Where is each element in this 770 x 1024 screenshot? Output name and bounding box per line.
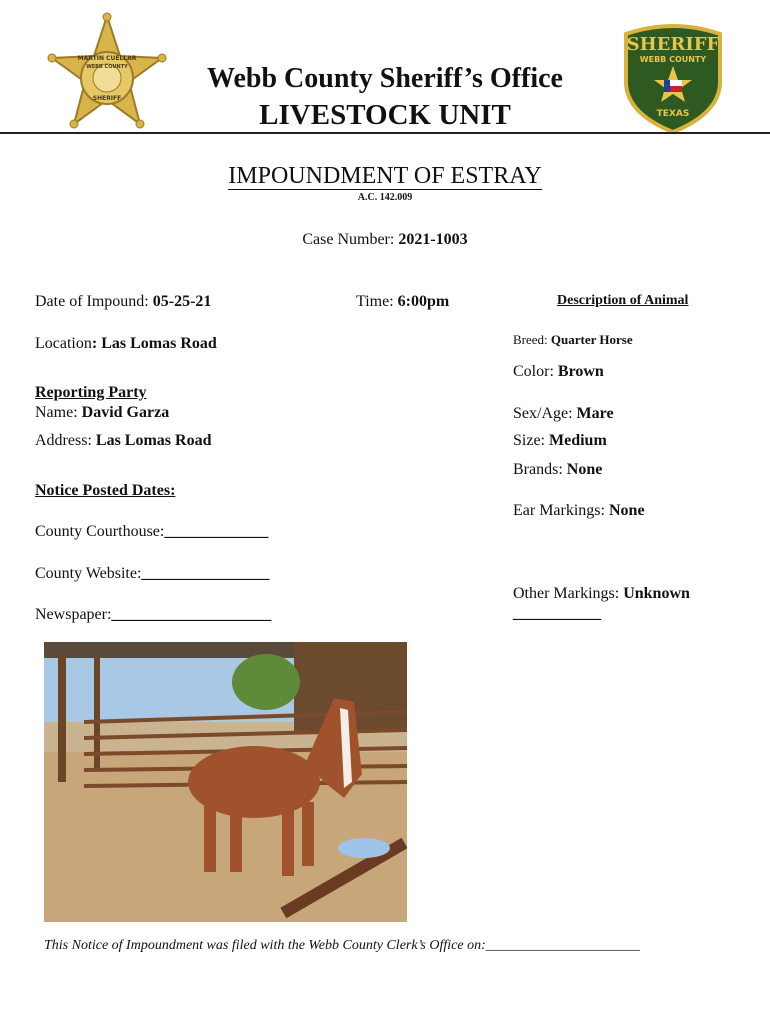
time-label: Time:: [356, 293, 398, 310]
website-label: County Website:: [35, 565, 142, 582]
animal-size: [513, 431, 607, 451]
courthouse-label: County Courthouse:: [35, 523, 165, 540]
animal-breed: [513, 331, 633, 348]
location-label: Location: [35, 335, 92, 352]
reporting-party-address: [35, 431, 211, 451]
date-label: Date of Impound:: [35, 293, 153, 310]
notice-heading: Notice Posted Dates:: [35, 482, 176, 499]
breed-label: Breed:: [513, 332, 551, 347]
newspaper-blank: ____________________: [111, 606, 272, 623]
case-number-label: Case Number:: [302, 231, 399, 248]
location-sep: :: [91, 335, 102, 352]
brands-value: None: [566, 461, 603, 478]
shield-middle-text: WEBB COUNTY: [639, 55, 707, 64]
size-label: Size:: [513, 432, 549, 449]
unit-title: LIVESTOCK UNIT: [259, 99, 511, 131]
case-number-value: 2021-1003: [398, 231, 468, 248]
reporting-party-name: [35, 403, 169, 423]
impound-time: [356, 292, 449, 312]
website-blank: ________________: [141, 565, 270, 582]
shield-top-text: SHERIFF: [626, 34, 720, 55]
date-of-impound: [35, 292, 211, 312]
breed-value: Quarter Horse: [550, 332, 633, 347]
animal-ear-markings: [513, 501, 645, 521]
statute-code: A.C. 142.009: [357, 192, 413, 203]
reporting-party-heading: Reporting Party: [35, 384, 147, 401]
color-value: Brown: [557, 363, 604, 380]
footer-blank: ______________________: [485, 938, 640, 953]
notice-newspaper: [35, 605, 271, 625]
document-title: [0, 162, 770, 190]
courthouse-blank: _____________: [164, 523, 269, 540]
animal-brands: [513, 460, 602, 480]
water-tub: [338, 838, 390, 858]
shield-bottom-text: TEXAS: [656, 109, 690, 119]
name-label: Name:: [35, 404, 82, 421]
animal-other-markings: [513, 584, 690, 604]
horse-photo: [44, 642, 407, 922]
date-value: 05-25-21: [152, 293, 212, 310]
location: [35, 334, 217, 354]
animal-color: [513, 362, 604, 382]
star-tip-ball: [158, 54, 166, 62]
address-label: Address:: [35, 432, 96, 449]
notice-website: [35, 564, 269, 584]
time-value: 6:00pm: [397, 293, 450, 310]
other-label: Other Markings:: [513, 585, 624, 602]
pole: [94, 658, 100, 768]
horse-photo-illustration: [44, 642, 407, 922]
badge-top-text: MARTIN CUELLAR: [77, 55, 137, 62]
size-value: Medium: [549, 432, 607, 449]
office-title: Webb County Sheriff’s Office: [207, 63, 563, 94]
case-number-line: [0, 230, 770, 250]
sexage-label: Sex/Age:: [513, 405, 577, 422]
badge-bottom-text: SHERIFF: [92, 95, 122, 102]
sexage-value: Mare: [576, 405, 614, 422]
location-value: Las Lomas Road: [101, 335, 217, 352]
newspaper-label: Newspaper:: [35, 606, 112, 623]
clerk-filing-notice: [44, 938, 640, 954]
header-divider: [0, 132, 770, 134]
ear-value: None: [608, 502, 645, 519]
other-value: Unknown: [623, 585, 690, 602]
badge-middle-text: WEBB COUNTY: [86, 64, 128, 70]
brands-label: Brands:: [513, 461, 567, 478]
notice-courthouse: [35, 522, 268, 542]
name-value: David Garza: [81, 404, 170, 421]
pole: [58, 652, 66, 782]
footer-text: This Notice of Impoundment was filed with the Webb County Clerk’s Office on:: [44, 938, 486, 953]
star-tip-ball: [103, 13, 111, 21]
animal-sex-age: [513, 404, 614, 424]
other-markings-blank: ___________: [513, 605, 601, 622]
color-label: Color:: [513, 363, 558, 380]
star-tip-ball: [48, 54, 56, 62]
tree: [232, 654, 300, 710]
address-value: Las Lomas Road: [95, 432, 212, 449]
animal-description-heading: Description of Animal: [557, 293, 689, 308]
ear-label: Ear Markings:: [513, 502, 609, 519]
document-title-text: IMPOUNDMENT OF ESTRAY: [228, 163, 542, 189]
